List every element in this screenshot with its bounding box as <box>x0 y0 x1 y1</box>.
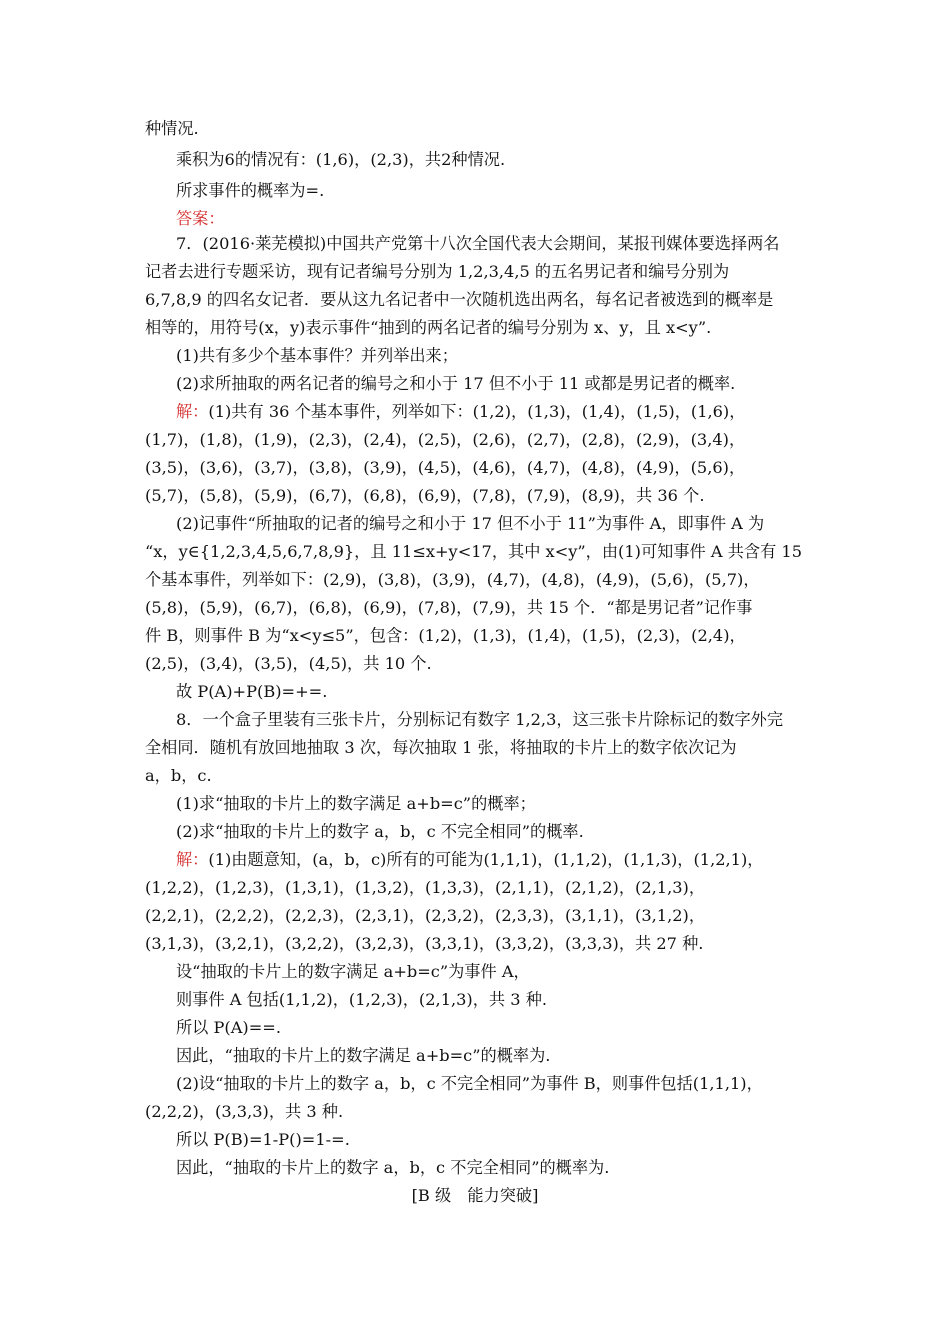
solution-text: (1)共有 36 个基本事件，列举如下：(1,2)，(1,3)，(1,4)，(1,5)，(1,6)， <box>208 402 746 421</box>
solution-7-line: (5,8)，(5,9)，(6,7)，(6,8)，(6,9)，(7,8)，(7,9)，共 15 个．“都是男记者”记作事 <box>145 598 753 617</box>
solution-8-line: 因此，“抽取的卡片上的数字 a，b，c 不完全相同”的概率为. <box>176 1158 610 1177</box>
solution-7-line <box>176 401 745 423</box>
answer-label: 答案： <box>176 209 225 228</box>
solution-label: 解： <box>176 402 209 421</box>
solution-8-line <box>176 849 763 871</box>
solution-7-line: 个基本事件，列举如下：(2,9)，(3,8)，(3,9)，(4,7)，(4,8)，(4,9)，(5,6)，(5,7)， <box>145 570 760 589</box>
solution-8-line: (3,1,3)，(3,2,1)，(3,2,2)，(3,2,3)，(3,3,1)，(3,3,2)，(3,3,3)，共 27 种. <box>145 934 704 953</box>
solution-7-line: (3,5)，(3,6)，(3,7)，(3,8)，(3,9)，(4,5)，(4,6)，(4,7)，(4,8)，(4,9)，(5,6)， <box>145 458 746 477</box>
problem-7-line: 6,7,8,9 的四名女记者．要从这九名记者中一次随机选出两名，每名记者被选到的概率是 <box>145 290 774 309</box>
solution-8-line: 设“抽取的卡片上的数字满足 a+b=c”为事件 A， <box>176 962 530 981</box>
solution-7-line: (2,5)，(3,4)，(3,5)，(4,5)，共 10 个. <box>145 654 432 673</box>
problem-8-line: a，b，c. <box>145 766 212 785</box>
text-line: 种情况. <box>145 119 199 138</box>
solution-8-line: (2)设“抽取的卡片上的数字 a，b，c 不完全相同”为事件 B，则事件包括(1,1,1)， <box>176 1074 763 1093</box>
problem-8-line: 全相同．随机有放回地抽取 3 次，每次抽取 1 张，将抽取的卡片上的数字依次记为 <box>145 738 737 757</box>
problem-8-part-2: (2)求“抽取的卡片上的数字 a，b，c 不完全相同”的概率. <box>176 822 584 841</box>
solution-8-line: 所以 P(A)==. <box>176 1018 282 1037</box>
problem-7-part-1: (1)共有多少个基本事件？并列举出来； <box>176 346 458 365</box>
problem-8-part-1: (1)求“抽取的卡片上的数字满足 a+b=c”的概率； <box>176 794 536 813</box>
solution-7-line: “x，y∈{1,2,3,4,5,6,7,8,9}，且 11≤x+y<17，其中 x<y”，由(1)可知事件 A 共含有 15 <box>145 542 803 561</box>
problem-7-line: 记者去进行专题采访，现有记者编号分别为 1,2,3,4,5 的五名男记者和编号分别为 <box>145 262 730 281</box>
problem-7-line: 7．(2016·莱芜模拟)中国共产党第十八次全国代表大会期间，某报刊媒体要选择两名 <box>176 234 780 253</box>
solution-label: 解： <box>176 850 209 869</box>
problem-7-part-2: (2)求所抽取的两名记者的编号之和小于 17 但不小于 11 或都是男记者的概率. <box>176 374 736 393</box>
solution-7-line: (5,7)，(5,8)，(5,9)，(6,7)，(6,8)，(6,9)，(7,8)，(7,9)，(8,9)，共 36 个. <box>145 486 705 505</box>
text-line: 所求事件的概率为=. <box>176 181 325 200</box>
solution-8-line: 则事件 A 包括(1,1,2)，(1,2,3)，(2,1,3)，共 3 种. <box>176 990 548 1009</box>
solution-8-line: 所以 P(B)=1-P()=1-=. <box>176 1130 350 1149</box>
solution-7-line: (1,7)，(1,8)，(1,9)，(2,3)，(2,4)，(2,5)，(2,6)，(2,7)，(2,8)，(2,9)，(3,4)， <box>145 430 746 449</box>
solution-8-line: 因此，“抽取的卡片上的数字满足 a+b=c”的概率为. <box>176 1046 551 1065</box>
solution-7-line: 故 P(A)+P(B)=+=. <box>176 682 328 701</box>
solution-7-line: 件 B，则事件 B 为“x<y≤5”，包含：(1,2)，(1,3)，(1,4)，(1,5)，(2,3)，(2,4)， <box>145 626 746 645</box>
section-heading: [B 级 能力突破] <box>411 1186 539 1205</box>
text-line: 乘积为6的情况有：(1,6)，(2,3)，共2种情况. <box>176 150 506 169</box>
solution-7-line: (2)记事件“所抽取的记者的编号之和小于 17 但不小于 11”为事件 A，即事件 A 为 <box>176 514 765 533</box>
problem-8-line: 8．一个盒子里装有三张卡片，分别标记有数字 1,2,3，这三张卡片除标记的数字外完 <box>176 710 784 729</box>
solution-8-line: (1,2,2)，(1,2,3)，(1,3,1)，(1,3,2)，(1,3,3)，(2,1,1)，(2,1,2)，(2,1,3)， <box>145 878 706 897</box>
solution-text: (1)由题意知，(a，b，c)所有的可能为(1,1,1)，(1,1,2)，(1,1,3)，(1,2,1)， <box>208 850 764 869</box>
solution-8-line: (2,2,1)，(2,2,2)，(2,2,3)，(2,3,1)，(2,3,2)，(2,3,3)，(3,1,1)，(3,1,2)， <box>145 906 706 925</box>
problem-7-line: 相等的，用符号(x，y)表示事件“抽到的两名记者的编号分别为 x、y，且 x<y”. <box>145 318 712 337</box>
solution-8-line: (2,2,2)，(3,3,3)，共 3 种. <box>145 1102 344 1121</box>
